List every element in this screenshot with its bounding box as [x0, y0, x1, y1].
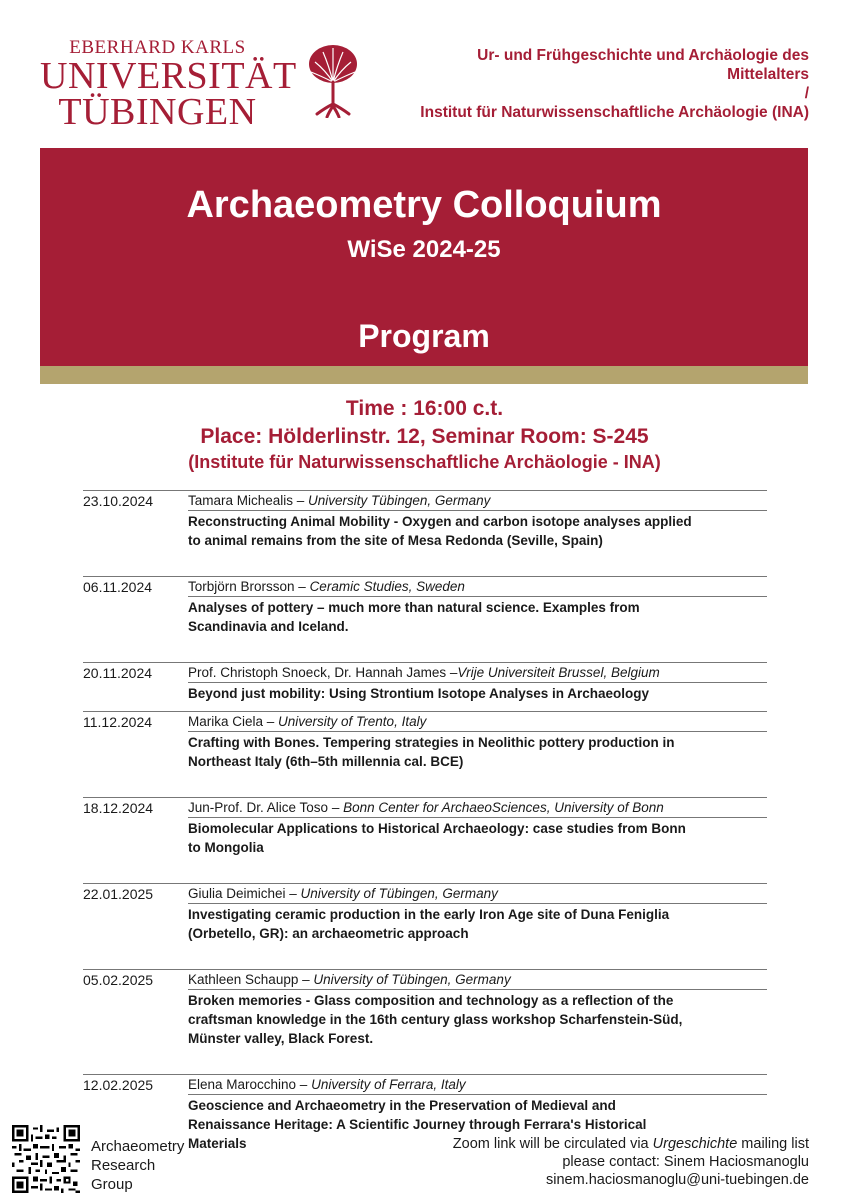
institute-line-4: Institut für Naturwissenschaftliche Archäologie (INA) — [420, 104, 809, 121]
speaker-line — [188, 663, 767, 683]
speaker-name: Prof. Christoph Snoeck, Dr. Hannah James – — [188, 665, 458, 680]
talk-details — [188, 712, 767, 771]
speaker-name: Jun-Prof. Dr. Alice Toso – — [188, 800, 344, 815]
contact-email[interactable]: sinem.haciosmanoglu@uni-tuebingen.de — [546, 1172, 809, 1188]
talk-title-line: Scandinavia and Iceland. — [188, 619, 349, 634]
zoom-suffix: mailing list — [737, 1136, 809, 1152]
semester-label: WiSe 2024-25 — [347, 236, 501, 263]
speaker-affiliation: University of Tübingen, Germany — [300, 886, 498, 901]
schedule-entry — [83, 711, 767, 771]
speaker-affiliation: University of Ferrara, Italy — [311, 1077, 466, 1092]
place-info: Place: Hölderlinstr. 12, Seminar Room: S-245 — [200, 425, 649, 448]
institute-heading — [369, 46, 809, 122]
schedule-entry — [83, 883, 767, 943]
talk-details — [188, 491, 767, 550]
zoom-note — [329, 1135, 809, 1153]
talk-title — [188, 511, 767, 550]
schedule-entry — [83, 576, 767, 636]
speaker-line — [188, 970, 767, 990]
talk-date: 22.01.2025 — [83, 886, 154, 902]
speaker-line — [188, 577, 767, 597]
group-line-2: Research — [91, 1157, 156, 1174]
talk-title-line: Broken memories - Glass composition and technology as a reflection of the — [188, 993, 674, 1008]
talk-title-line: to animal remains from the site of Mesa Redonda (Seville, Spain) — [188, 533, 603, 548]
group-line-3: Group — [91, 1176, 133, 1193]
palm-tree-logo-icon — [305, 42, 361, 118]
colloquium-title: Archaeometry Colloquium — [186, 184, 662, 226]
speaker-name: Giulia Deimichei – — [188, 886, 301, 901]
speaker-name: Marika Ciela – — [188, 714, 279, 729]
talk-title-line: Geoscience and Archaeometry in the Preservation of Medieval and — [188, 1098, 616, 1113]
talk-title-line: Beyond just mobility: Using Strontium Isotope Analyses in Archaeology — [188, 686, 650, 701]
talk-title-line: Münster valley, Black Forest. — [188, 1031, 374, 1046]
talk-title-line: Renaissance Heritage: A Scientific Journey through Ferrara's Historical — [188, 1117, 647, 1132]
university-logo — [40, 37, 297, 133]
speaker-name: Tamara Michealis – — [188, 493, 309, 508]
talk-date: 06.11.2024 — [83, 579, 153, 595]
footer-contact — [329, 1135, 809, 1189]
talk-title-line: (Orbetello, GR): an archaeometric approach — [188, 926, 469, 941]
institute-line-1: Ur- und Frühgeschichte und Archäologie des — [477, 47, 809, 64]
talk-title-line: to Mongolia — [188, 840, 264, 855]
speaker-affiliation: University Tübingen, Germany — [308, 493, 491, 508]
talk-date: 05.02.2025 — [83, 972, 154, 988]
institute-line-2: Mittelalters — [727, 66, 809, 83]
talk-date: 20.11.2024 — [83, 665, 153, 681]
talk-title — [188, 904, 767, 943]
talk-details — [188, 663, 767, 703]
qr-code-icon[interactable] — [12, 1125, 80, 1193]
speaker-affiliation: Ceramic Studies, Sweden — [309, 579, 465, 594]
speaker-line — [188, 1075, 767, 1095]
speaker-line — [188, 798, 767, 818]
schedule-list — [83, 490, 767, 1153]
talk-date: 23.10.2024 — [83, 493, 154, 509]
logo-line-2: UNIVERSITÄT — [40, 55, 297, 97]
talk-title — [188, 990, 767, 1048]
talk-title-line: craftsman knowledge in the 16th century glass workshop Scharfenstein-Süd, — [188, 1012, 683, 1027]
talk-title-line: Reconstructing Animal Mobility - Oxygen and carbon isotope analyses applied — [188, 514, 692, 529]
speaker-affiliation: Vrije Universiteit Brussel, Belgium — [457, 665, 660, 680]
talk-details — [188, 798, 767, 857]
talk-title — [188, 597, 767, 636]
time-info: Time : 16:00 c.t. — [345, 397, 504, 420]
schedule-entry — [83, 490, 767, 550]
speaker-name: Kathleen Schaupp – — [188, 972, 314, 987]
talk-title — [188, 683, 767, 703]
title-banner — [40, 148, 808, 366]
research-group-label — [91, 1137, 231, 1194]
talk-title-line: Crafting with Bones. Tempering strategies in Neolithic pottery production in — [188, 735, 675, 750]
speaker-affiliation: University of Tübingen, Germany — [313, 972, 511, 987]
talk-title-line: Biomolecular Applications to Historical Archaeology: case studies from Bonn — [188, 821, 686, 836]
gold-stripe — [40, 366, 808, 384]
logo-line-1: EBERHARD KARLS — [69, 37, 246, 58]
schedule-entry — [83, 662, 767, 703]
speaker-name: Elena Marocchino – — [188, 1077, 312, 1092]
speaker-affiliation: Bonn Center for ArchaeoSciences, University of Bonn — [343, 800, 664, 815]
talk-title-line: Materials — [188, 1136, 247, 1151]
talk-title-line: Northeast Italy (6th–5th millennia cal. BCE) — [188, 754, 464, 769]
talk-details — [188, 884, 767, 943]
talk-details — [188, 970, 767, 1048]
group-line-1: Archaeometry — [91, 1138, 185, 1155]
schedule-entry — [83, 969, 767, 1048]
logo-line-3: TÜBINGEN — [58, 91, 257, 133]
talk-date: 18.12.2024 — [83, 800, 154, 816]
speaker-line — [188, 884, 767, 904]
talk-date: 12.02.2025 — [83, 1077, 154, 1093]
talk-details — [188, 577, 767, 636]
speaker-line — [188, 712, 767, 732]
speaker-line — [188, 491, 767, 511]
schedule-entry — [83, 797, 767, 857]
contact-person: please contact: Sinem Haciosmanoglu — [562, 1154, 809, 1170]
institute-line-3: / — [804, 85, 809, 102]
program-heading: Program — [358, 318, 490, 354]
mailing-list-name: Urgeschichte — [652, 1136, 738, 1152]
talk-title — [188, 732, 767, 771]
institute-info: (Institute für Naturwissenschaftliche Archäologie - INA) — [188, 452, 661, 472]
talk-title-line: Investigating ceramic production in the early Iron Age site of Duna Feniglia — [188, 907, 670, 922]
talk-title-line: Analyses of pottery – much more than natural science. Examples from — [188, 600, 640, 615]
speaker-name: Torbjörn Brorsson – — [188, 579, 310, 594]
speaker-affiliation: University of Trento, Italy — [278, 714, 427, 729]
zoom-prefix: Zoom link will be circulated via — [452, 1136, 653, 1152]
talk-date: 11.12.2024 — [83, 714, 153, 730]
talk-title — [188, 818, 767, 857]
